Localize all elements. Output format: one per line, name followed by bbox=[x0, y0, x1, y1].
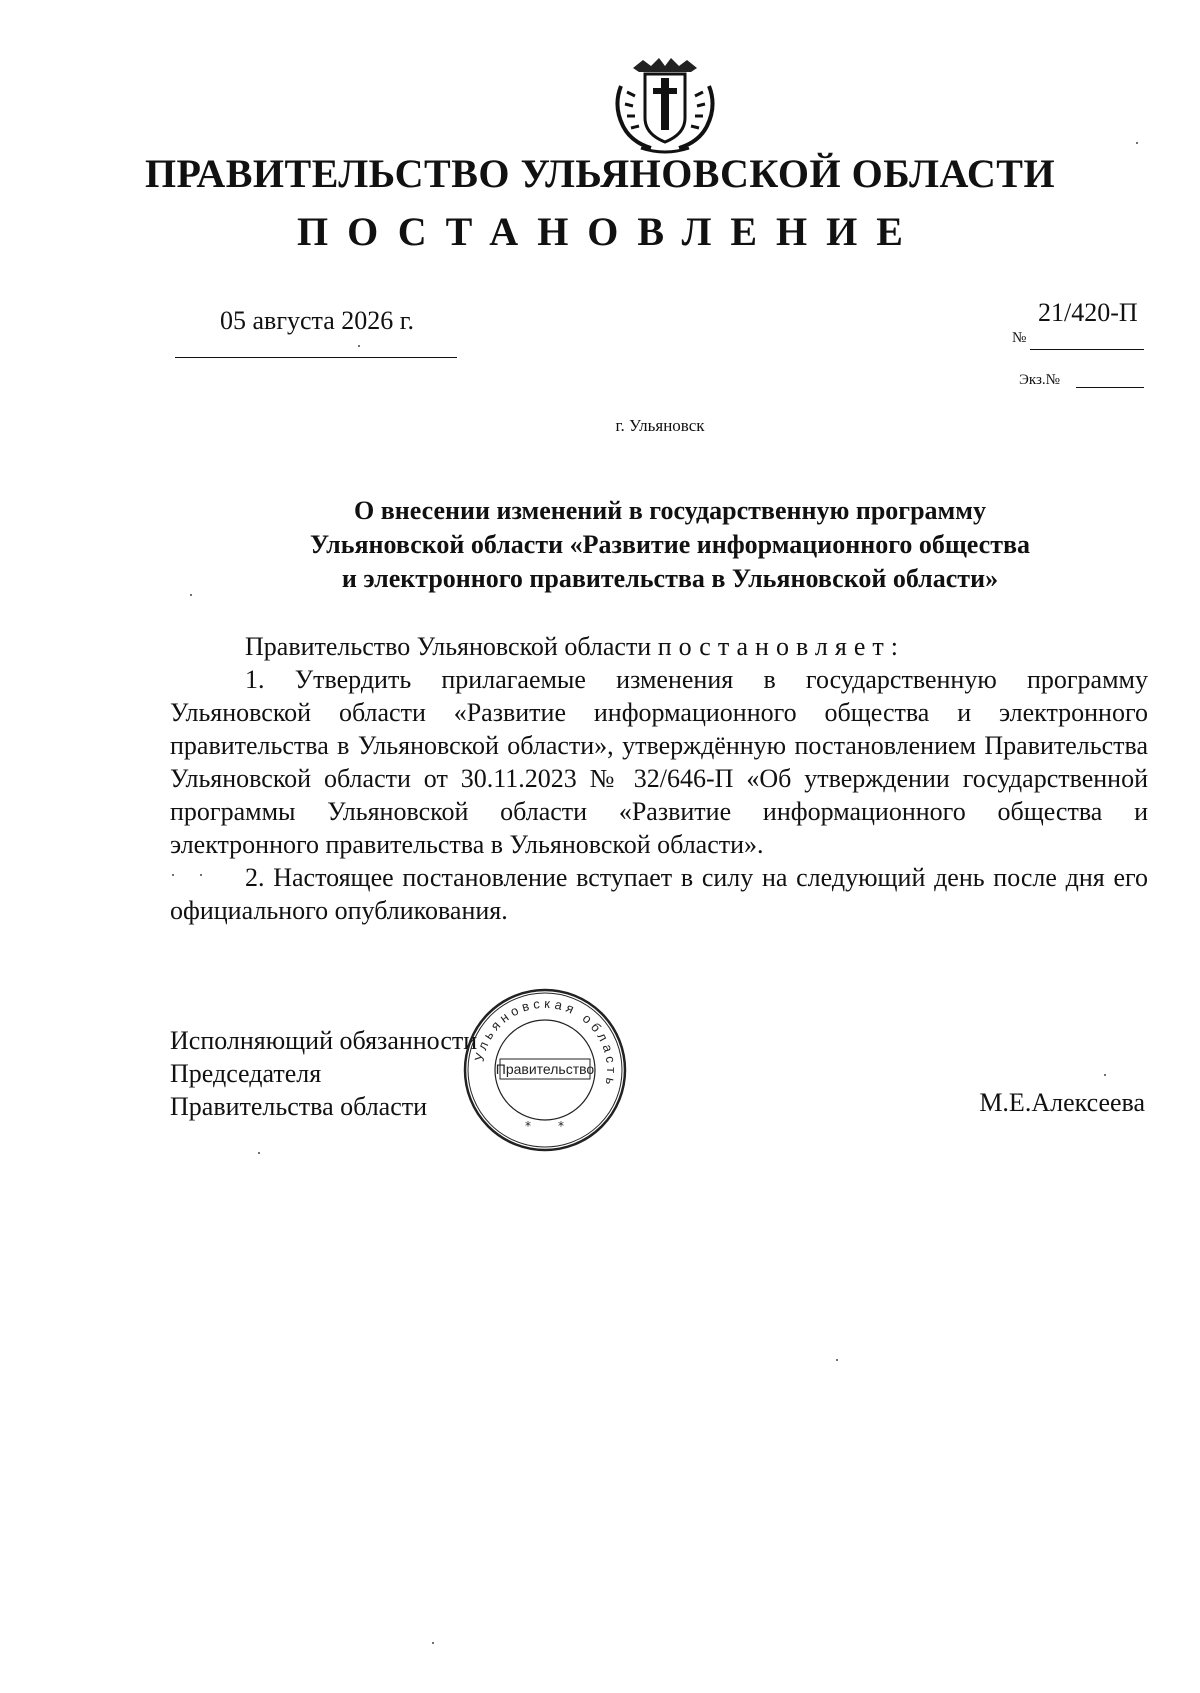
copy-number-underline bbox=[1076, 387, 1144, 388]
scan-speck bbox=[200, 874, 202, 876]
intro-verb: постановляет: bbox=[657, 632, 905, 661]
item-2-paragraph: 2. Настоящее постановление вступает в силу на следующий день после дня его официального опубликования. bbox=[170, 863, 1148, 925]
document-body bbox=[170, 630, 1148, 927]
title-line-3: и электронного правительства в Ульяновской области» bbox=[341, 564, 999, 593]
intro-paragraph bbox=[170, 630, 1148, 663]
signature-position-line-3: Правительства области bbox=[170, 1092, 428, 1121]
number-underline bbox=[1030, 349, 1144, 350]
scan-speck bbox=[172, 874, 174, 876]
svg-text:*: * bbox=[525, 1119, 531, 1133]
intro-text: Правительство Ульяновской области bbox=[245, 632, 652, 661]
document-date: 05 августа 2026 г. bbox=[220, 306, 414, 335]
title-line-2: Ульяновской области «Развитие информационного общества bbox=[309, 530, 1031, 559]
stamp-center-text: Правительство bbox=[495, 1061, 595, 1077]
item-1-paragraph: 1. Утвердить прилагаемые изменения в государственную программу Ульяновской области «Развитие информационного общества и электронного правительства в Ульяновской области», утверждённую постановлением Правительства Ульяновской области от 30.11.2023 № 32/646-П «Об утверждении государственной программы Ульяновской области «Развитие информационного общества и электронного правительства в Ульяновской области». bbox=[170, 665, 1148, 859]
svg-text:*: * bbox=[558, 1119, 564, 1133]
scan-speck bbox=[1104, 1074, 1106, 1076]
document-number: 21/420-П bbox=[1038, 298, 1138, 327]
official-stamp bbox=[460, 985, 630, 1155]
scan-speck bbox=[358, 345, 360, 347]
organization-name: ПРАВИТЕЛЬСТВО УЛЬЯНОВСКОЙ ОБЛАСТИ bbox=[144, 151, 1056, 196]
signature-position-line-1: Исполняющий обязанности bbox=[170, 1026, 478, 1055]
scan-speck bbox=[836, 1359, 838, 1361]
signer-name: М.Е.Алексеева bbox=[979, 1088, 1145, 1117]
copy-number-label: Экз.№ bbox=[1019, 372, 1060, 388]
date-underline bbox=[175, 357, 457, 358]
signature-block bbox=[170, 1024, 477, 1123]
scan-speck bbox=[1136, 142, 1138, 144]
stamp-arc-text: Ульяновская область bbox=[471, 995, 620, 1091]
city-label: г. Ульяновск bbox=[615, 416, 705, 435]
document-title bbox=[170, 494, 1170, 596]
number-prefix: № bbox=[1012, 330, 1027, 346]
title-line-1: О внесении изменений в государственную программу bbox=[354, 496, 986, 525]
scan-speck bbox=[432, 1642, 434, 1644]
signature-position-line-2: Председателя bbox=[170, 1059, 322, 1088]
coat-of-arms-emblem bbox=[611, 56, 719, 156]
scan-speck bbox=[190, 594, 192, 596]
scan-speck bbox=[258, 1152, 260, 1154]
document-type-heading: ПОСТАНОВЛЕНИЕ bbox=[297, 209, 922, 254]
